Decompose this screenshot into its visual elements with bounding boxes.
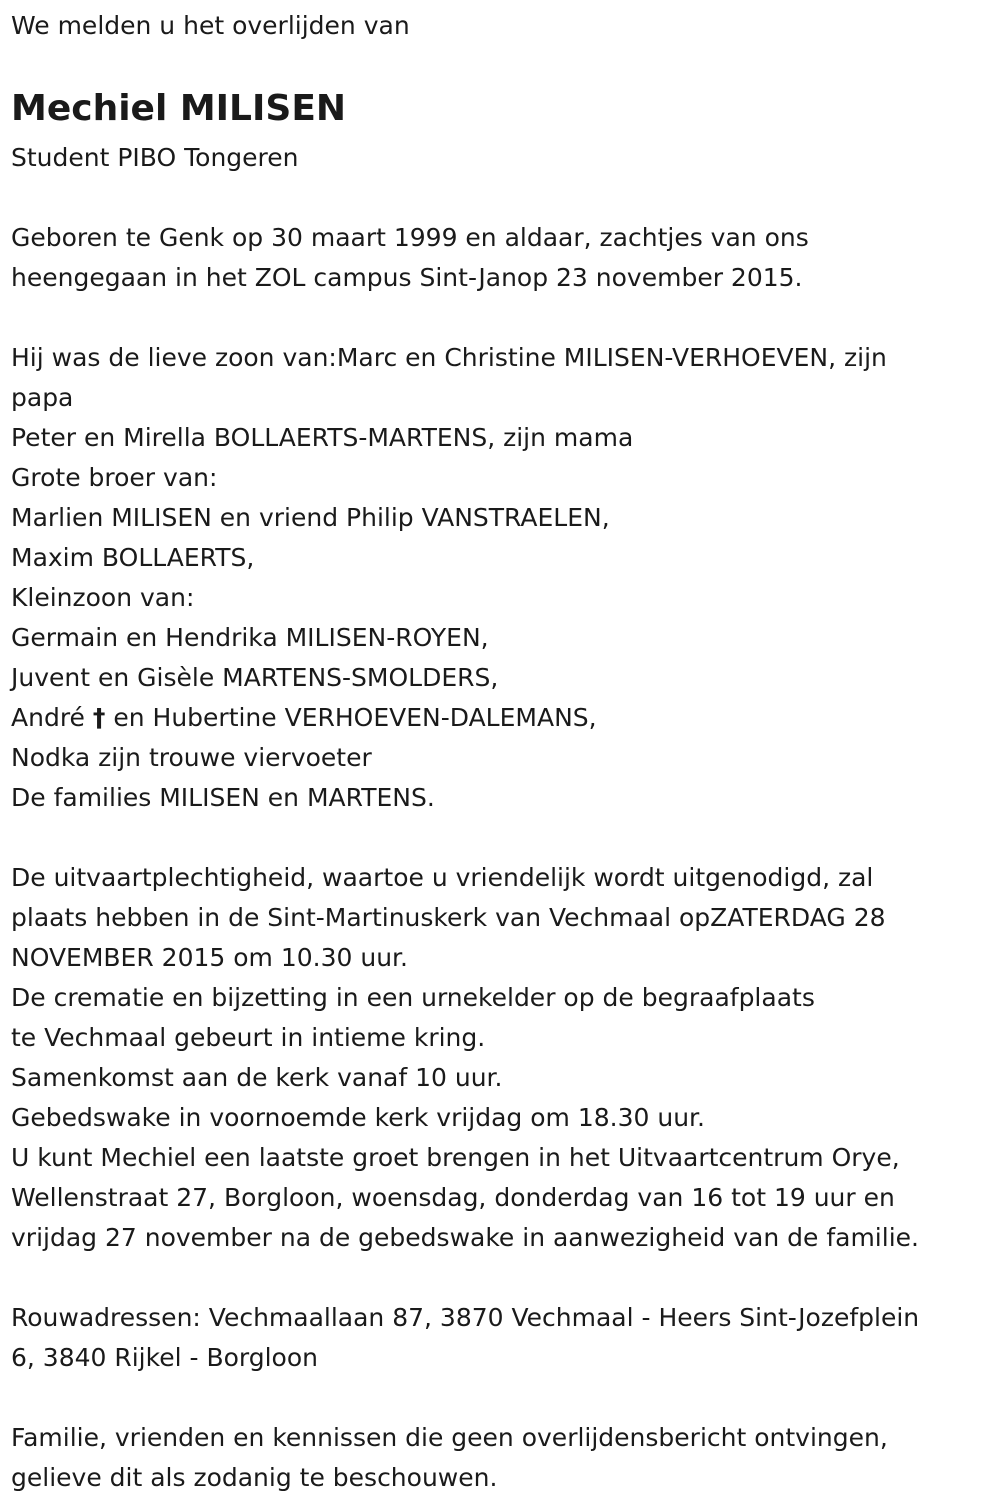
family-name-rest: en Hubertine VERHOEVEN-DALEMANS,: [113, 703, 597, 732]
ceremony-line: Wellenstraat 27, Borgloon, woensdag, donderdag van 16 tot 19 uur en: [11, 1183, 895, 1212]
ceremony-line: De uitvaartplechtigheid, waartoe u vriendelijk wordt uitgenodigd, zal: [11, 863, 874, 892]
family-line: Peter en Mirella BOLLAERTS-MARTENS, zijn mama: [11, 423, 634, 452]
family-line: Maxim BOLLAERTS,: [11, 543, 255, 572]
ceremony-section: [11, 858, 991, 1258]
birth-section: [11, 218, 991, 298]
ceremony-line: Gebedswake in voornoemde kerk vrijdag om 18.30 uur.: [11, 1103, 705, 1132]
ceremony-line: te Vechmaal gebeurt in intieme kring.: [11, 1023, 486, 1052]
family-line: Juvent en Gisèle MARTENS-SMOLDERS,: [11, 663, 499, 692]
spacer: [11, 1258, 991, 1298]
ceremony-line: vrijdag 27 november na de gebedswake in aanwezigheid van de familie.: [11, 1223, 919, 1252]
deceased-name: Mechiel MILISEN: [11, 88, 347, 129]
family-name-andre: André: [11, 703, 85, 732]
occupation: Student PIBO Tongeren: [11, 143, 299, 172]
ceremony-line: plaats hebben in de Sint-Martinuskerk van Vechmaal opZATERDAG 28: [11, 903, 886, 932]
family-line: Marlien MILISEN en vriend Philip VANSTRAELEN,: [11, 503, 610, 532]
closing-line: Familie, vrienden en kennissen die geen overlijdensbericht ontvingen,: [11, 1423, 888, 1452]
family-line: Hij was de lieve zoon van:Marc en Christine MILISEN-VERHOEVEN, zijn: [11, 343, 887, 372]
ceremony-line: Samenkomst aan de kerk vanaf 10 uur.: [11, 1063, 503, 1092]
obituary-document: [11, 6, 991, 1498]
spacer: [11, 1378, 991, 1418]
family-line: De families MILISEN en MARTENS.: [11, 783, 435, 812]
family-line: Kleinzoon van:: [11, 583, 195, 612]
family-line: Nodka zijn trouwe viervoeter: [11, 743, 372, 772]
birth-line: Geboren te Genk op 30 maart 1999 en aldaar, zachtjes van ons: [11, 223, 809, 252]
intro-text: We melden u het overlijden van: [11, 11, 410, 40]
family-line: papa: [11, 383, 74, 412]
closing-section: [11, 1418, 991, 1498]
ceremony-line: De crematie en bijzetting in een urnekelder op de begraafplaats: [11, 983, 815, 1012]
ceremony-line: U kunt Mechiel een laatste groet brengen in het Uitvaartcentrum Orye,: [11, 1143, 900, 1172]
addresses-section: [11, 1298, 991, 1378]
spacer: [11, 818, 991, 858]
spacer: [11, 298, 991, 338]
family-line: [11, 698, 991, 738]
address-line: Rouwadressen: Vechmaallaan 87, 3870 Vechmaal - Heers Sint-Jozefplein: [11, 1303, 920, 1332]
closing-line: gelieve dit als zodanig te beschouwen.: [11, 1463, 498, 1492]
family-line: Grote broer van:: [11, 463, 218, 492]
spacer: [11, 178, 991, 218]
birth-line: heengegaan in het ZOL campus Sint-Janop 23 november 2015.: [11, 263, 803, 292]
family-section: [11, 338, 991, 818]
ceremony-line: NOVEMBER 2015 om 10.30 uur.: [11, 943, 408, 972]
address-line: 6, 3840 Rijkel - Borgloon: [11, 1343, 318, 1372]
cross-icon: †: [92, 703, 106, 732]
family-line: Germain en Hendrika MILISEN-ROYEN,: [11, 623, 489, 652]
